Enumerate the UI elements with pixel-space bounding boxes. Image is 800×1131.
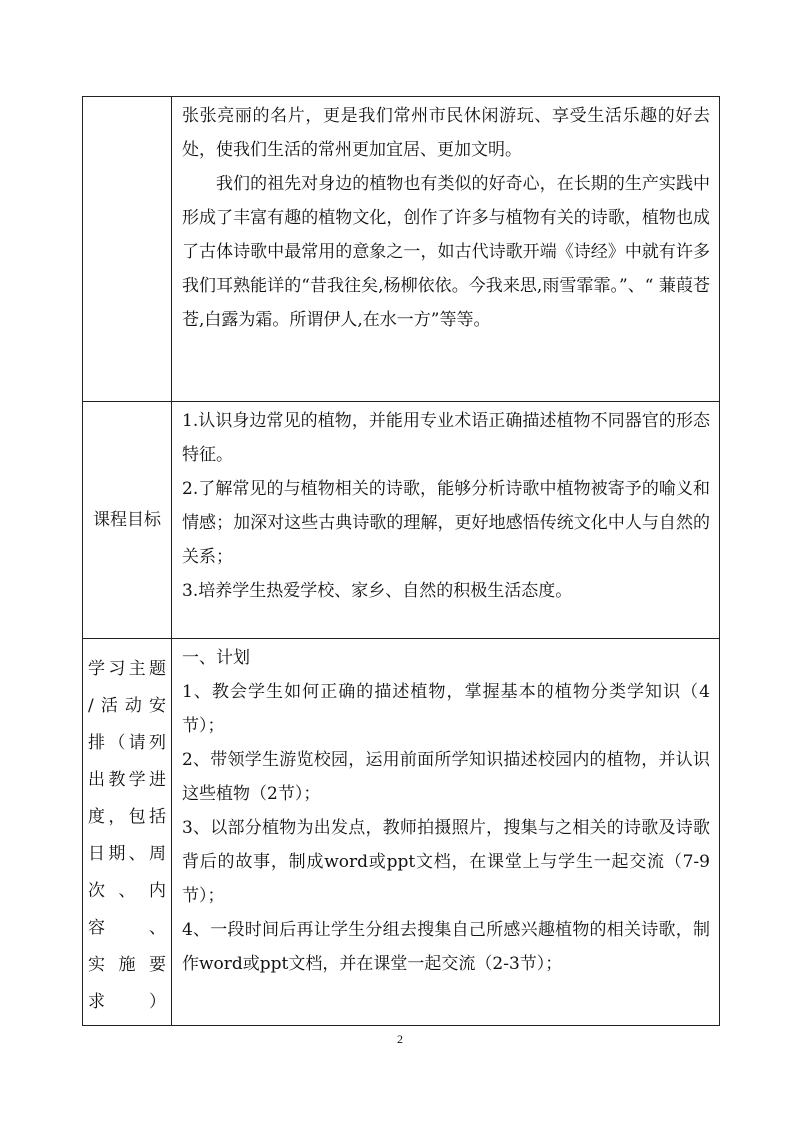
study-theme-label-line: 实 施 要 [88,955,166,975]
study-theme-label-line: 出教学进 [88,770,166,790]
study-theme-label-line: /活动安 [88,696,166,716]
intro-paragraph-1: 张张亮丽的名片，更是我们常州市民休闲游玩、享受生活乐趣的好去处，使我们生活的常州更加宜居、更加文明。 [182,106,710,160]
goal-item-2: 2.了解常见的与植物相关的诗歌，能够分析诗歌中植物被寄予的喻义和情感；加深对这些古典诗歌的理解，更好地感悟传统文化中人与自然的关系； [182,479,710,567]
course-table [82,96,720,1026]
intro-paragraph-2: 我们的祖先对身边的植物也有类似的好奇心，在长期的生产实践中形成了丰富有趣的植物文化，创作了许多与植物有关的诗歌，植物也成了古体诗歌中最常用的意象之一，如古代诗歌开端《诗经》中就有许多我们耳熟能详的“昔我往矣,杨柳依依。今我来思,雨雪霏霏。”、“ 蒹葭苍苍,白露为霜。所谓伊人,在水一方”等等。 [182,174,710,330]
plan-item-4: 4、一段时间后再让学生分组去搜集自己所感兴趣植物的相关诗歌，制作word或ppt文档，并在课堂一起交流（2-3节）； [182,920,710,974]
plan-item-1: 1、教会学生如何正确的描述植物，掌握基本的植物分类学知识（4节）； [182,682,710,736]
goal-item-1: 1.认识身边常见的植物，并能用专业术语正确描述植物不同器官的形态特征。 [182,411,710,465]
intro-content [172,97,720,402]
plan-item-3: 3、以部分植物为出发点，教师拍摄照片，搜集与之相关的诗歌及诗歌背后的故事，制成word或ppt文档，在课堂上与学生一起交流（7-9节）； [182,818,710,906]
course-goals-label: 课程目标 [83,402,172,639]
study-theme-label-line: 日期、周 [88,844,166,864]
table-row-intro [83,97,720,402]
study-theme-label-line: 学习主题 [88,659,166,679]
table-row-study-theme [83,639,720,1026]
study-theme-label [83,639,172,1026]
study-theme-label-line: 求） [88,992,166,1012]
plan-heading: 一、计划 [182,648,250,668]
plan-item-2: 2、带领学生游览校园，运用前面所学知识描述校园内的植物，并认识这些植物（2节）； [182,750,710,804]
page-number: 2 [397,1032,403,1046]
table-row-course-goals [83,402,720,639]
study-theme-content [172,639,720,1026]
goal-item-3: 3.培养学生热爱学校、家乡、自然的积极生活态度。 [182,581,573,601]
study-theme-label-line: 次、内容、 [88,881,166,938]
course-goals-content [172,402,720,639]
study-theme-label-line: 排（请列 [88,733,166,753]
row-label-empty [83,97,172,402]
study-theme-label-line: 度，包括 [88,807,166,827]
